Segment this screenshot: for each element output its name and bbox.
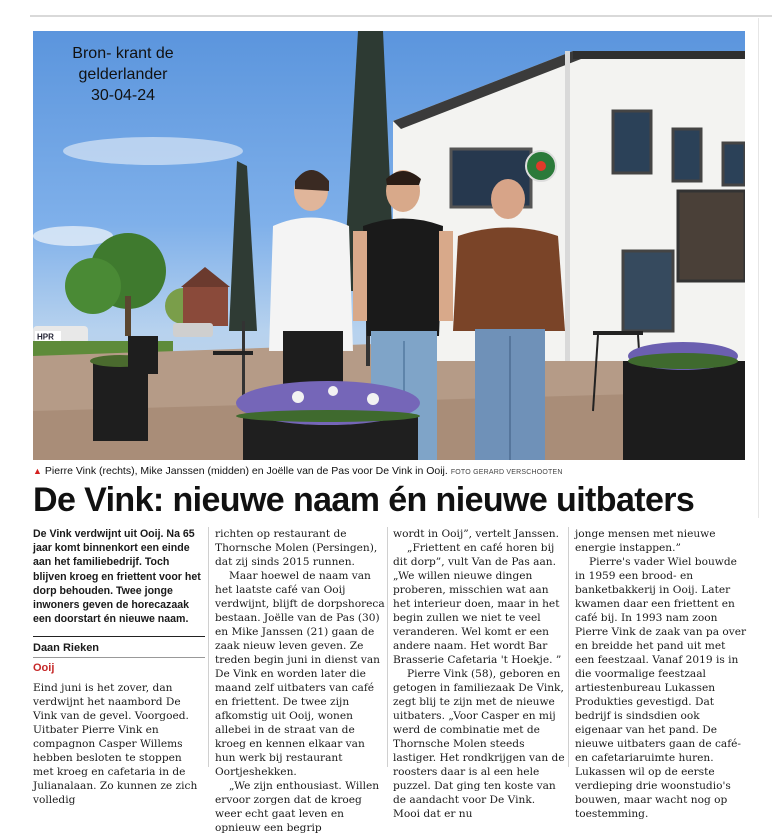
right-rule <box>758 18 759 518</box>
body-paragraph: Pierre's vader Wiel bouwde in 1959 een brood- en banketbakkerij in Ooij. Later kwamen daar een friettent en café bij. In 1993 nam zoon Pierre Vink de zaak van pa over en breidde het pand uit met een feestzaal. Vanaf 2019 is in die voormalige feestzaal artiestenbureau Lukassen Produkties gevestigd. Dat bedrijf is sindsdien ook eigenaar van het pand. De nieuwe uitbaters gaan de café- en cafetariaruimte huren. Lukassen wil op de eerste verdieping drie woonstudio's bouwen, maar wacht nog op toestemming. <box>575 556 747 820</box>
column-4 <box>575 527 747 821</box>
body-paragraph: Eind juni is het zover, dan verdwijnt het naambord De Vink van de gevel. Voorgoed. Uitbater Pierre Vink en compagnon Casper Willems hebben besloten te stoppen met kroeg en cafetaria in de Julianalaan. Zo kunnen ze zich volledig <box>33 682 198 807</box>
body-paragraph: Pierre Vink (58), geboren en getogen in familiezaak De Vink, zegt blij te zijn met de nieuwe uitbaters. „Voor Casper en mij werd de combinatie met de Thornsche Molen steeds lastiger. Het rondkrijgen van de roosters daar is al een hele puzzel. Dat ging ten koste van de aandacht voor De Vink. Mooi dat er nu <box>393 668 565 820</box>
article-photo <box>33 31 745 460</box>
caption-text: Pierre Vink (rechts), Mike Janssen (midden) en Joëlle van de Pas voor De Vink in Ooij. <box>44 465 448 477</box>
source-line-1: Bron- krant de <box>72 45 174 62</box>
column-3 <box>393 527 565 821</box>
column-divider <box>568 527 569 767</box>
photo-credit: FOTO GERARD VERSCHOOTEN <box>450 469 563 476</box>
photo-caption <box>33 465 745 477</box>
column-divider <box>387 527 388 767</box>
top-rule <box>30 15 772 17</box>
body-paragraph: „Friettent en café horen bij dit dorp”, vult Van de Pas aan. „We willen nieuwe dingen proberen, misschien wat aan het interieur doen, maar in het begin zullen we niet te veel veranderen. Wel komt er een andere naam. Het wordt Bar Brasserie Cafetaria 't Hoekje. ” <box>393 542 562 666</box>
hpr-sign: HPR <box>37 332 54 342</box>
source-note <box>33 43 213 106</box>
body-paragraph: Maar hoewel de naam van het laatste café van Ooij verdwijnt, blijft de dorpshoreca bestaan. Joëlle van de Pas (30) en Mike Janssen (21) gaan de zaak nieuw leven geven. Ze treden begin juni in dienst van De Vink en worden later die maand zelf uitbaters van café en friettent. De twee zijn afkomstig uit Ooij, wonen allebei in de straat van de kroeg en kennen elkaar van hun werk bij restaurant Oortjeshekken. <box>215 570 385 778</box>
author: Daan Rieken <box>33 636 205 655</box>
body-paragraph: jonge mensen met nieuwe energie instappen.” <box>575 528 716 554</box>
column-1 <box>33 527 205 807</box>
caption-triangle-icon: ▲ <box>33 466 42 476</box>
body-paragraph: „We zijn enthousiast. Willen ervoor zorgen dat de kroeg weer echt gaat leven en opnieuw een begrip <box>215 780 380 834</box>
source-line-2: gelderlander <box>78 66 168 83</box>
source-line-3: 30-04-24 <box>90 87 156 104</box>
column-2 <box>215 527 387 835</box>
lead-paragraph: De Vink verdwijnt uit Ooij. Na 65 jaar komt binnenkort een einde aan het familiebedrijf. Toch blijven kroeg en friettent voor het dorp behouden. Twee jonge inwoners geven de horecazaak een doorstart én nieuwe naam. <box>33 528 201 626</box>
column-divider <box>208 527 209 767</box>
body-paragraph: wordt in Ooij”, vertelt Janssen. <box>393 528 559 540</box>
dateline-place: Ooij <box>33 657 205 675</box>
body-paragraph: richten op restaurant de Thornsche Molen (Persingen), dat zij sinds 2015 runnen. <box>215 528 378 568</box>
headline: De Vink: nieuwe naam én nieuwe uitbaters <box>33 481 695 519</box>
